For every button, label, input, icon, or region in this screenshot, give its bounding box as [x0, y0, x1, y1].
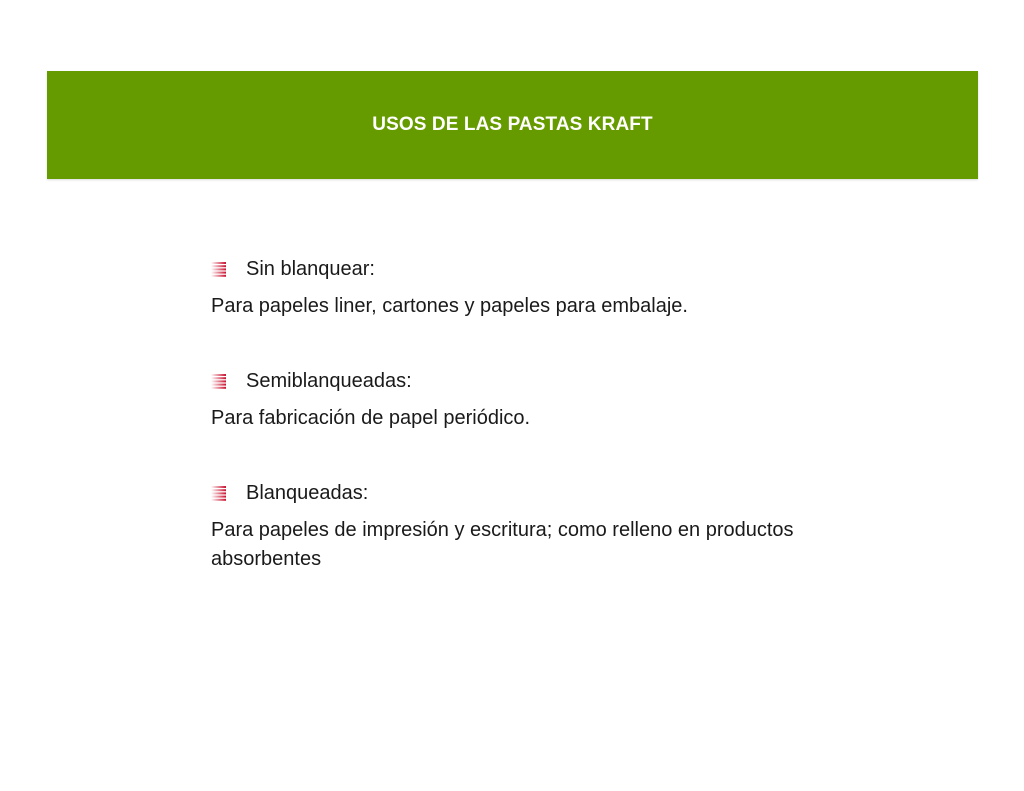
slide-title: USOS DE LAS PASTAS KRAFT [372, 114, 653, 135]
bullet-label: Semiblanqueadas: [246, 369, 412, 392]
list-item [211, 366, 851, 433]
bullet-description: Para papeles de impresión y escritura; como relleno en productos absorbentes [211, 519, 794, 570]
striped-square-icon [211, 486, 226, 501]
content-list [211, 254, 851, 574]
list-item [211, 478, 851, 574]
striped-square-icon [211, 374, 226, 389]
bullet-label: Blanqueadas: [246, 481, 369, 504]
list-item [211, 254, 851, 321]
bullet-description: Para papeles liner, cartones y papeles para embalaje. [211, 295, 688, 317]
bullet-row [211, 254, 851, 284]
striped-square-icon [211, 262, 226, 277]
bullet-label: Sin blanquear: [246, 257, 375, 280]
title-banner [47, 71, 978, 179]
bullet-description: Para fabricación de papel periódico. [211, 407, 531, 429]
bullet-row [211, 366, 851, 396]
bullet-row [211, 478, 851, 508]
